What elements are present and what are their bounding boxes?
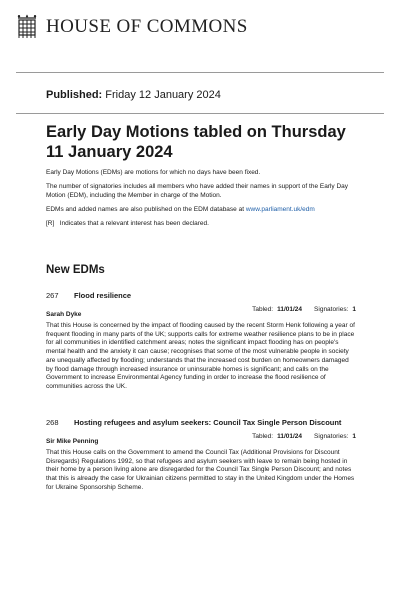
published-date: Friday 12 January 2024 xyxy=(105,89,221,101)
signatories-count: 1 xyxy=(352,433,356,440)
organisation-name: HOUSE OF COMMONS xyxy=(46,16,248,37)
edm-number: 268 xyxy=(46,418,59,427)
edm-title[interactable]: Hosting refugees and asylum seekers: Council Tax Single Person Discount xyxy=(74,418,342,427)
page-title: Early Day Motions tabled on Thursday 11 January 2024 xyxy=(46,123,346,161)
tabled-date: 11/01/24 xyxy=(277,306,303,313)
section-heading: New EDMs xyxy=(46,264,105,276)
tabled-date: 11/01/24 xyxy=(277,433,303,440)
signatories-label: Signatories: xyxy=(314,433,349,440)
intro-paragraph: Early Day Motions (EDMs) are motions for which no days have been fixed. xyxy=(46,169,261,176)
edm-number: 267 xyxy=(46,291,59,300)
edm-sponsor: Sir Mike Penning xyxy=(46,438,99,445)
signatories-label: Signatories: xyxy=(314,306,349,313)
edm-database-link[interactable]: www.parliament.uk/edm xyxy=(245,206,315,213)
edm-title-row xyxy=(46,291,356,301)
edm-motion-text: That this House is concerned by the impact of flooding caused by the recent Storm Henk following a year of frequent flooding in many parts of the UK; supports calls for extreme weather resilience plans to be in place for all communities in identified catchment areas; notes the significant impact flooding has on people's mental health and the anxiety it can cause; recognises that some of the most vulnerable people in society are unequally affected by flooding; understands that the increased cost burden on homeowners damaged by flood damage through increased insurance or uninsurable homes is significant; and calls on the Government to increase Environmental Agency funding in order to increase the flood resilience of communities across the UK. xyxy=(46,322,355,390)
portcullis-logo-icon xyxy=(16,14,38,40)
intro-paragraph: The number of signatories includes all members who have added their names in support of the Early Day Motion (EDM), including the Member in charge of the Motion. xyxy=(46,183,349,199)
database-note: EDMs and added names are also published on the EDM database at xyxy=(46,206,246,213)
tabled-label: Tabled: xyxy=(252,306,274,313)
edm-entry xyxy=(46,418,356,493)
edm-title[interactable]: Flood resilience xyxy=(74,291,132,300)
middle-divider xyxy=(16,113,384,114)
edm-sponsor: Sarah Dyke xyxy=(46,311,82,318)
page-header xyxy=(16,14,248,40)
edm-title-row xyxy=(46,418,356,428)
published-label: Published: xyxy=(46,89,103,101)
edm-entry xyxy=(46,291,356,392)
interest-note: [R] Indicates that a relevant interest has been declared. xyxy=(46,220,209,227)
published-line xyxy=(46,89,221,101)
edm-motion-text: That this House calls on the Government to amend the Council Tax (Additional Provisions for Discount Disregards) Regulations 1992, so that refugees and asylum seekers with leave to remain being hosted in their home by a person living alone are disregarded for the Council Tax Single Person Discount; and notes that this is already the case for Ukrainian citizens permitted to stay in the United Kingdom under the Homes for Ukraine Sponsorship Scheme. xyxy=(46,449,355,491)
intro-notes xyxy=(46,168,366,233)
intro-paragraph xyxy=(46,205,366,214)
top-divider xyxy=(16,72,384,73)
tabled-label: Tabled: xyxy=(252,433,274,440)
signatories-count: 1 xyxy=(352,306,356,313)
